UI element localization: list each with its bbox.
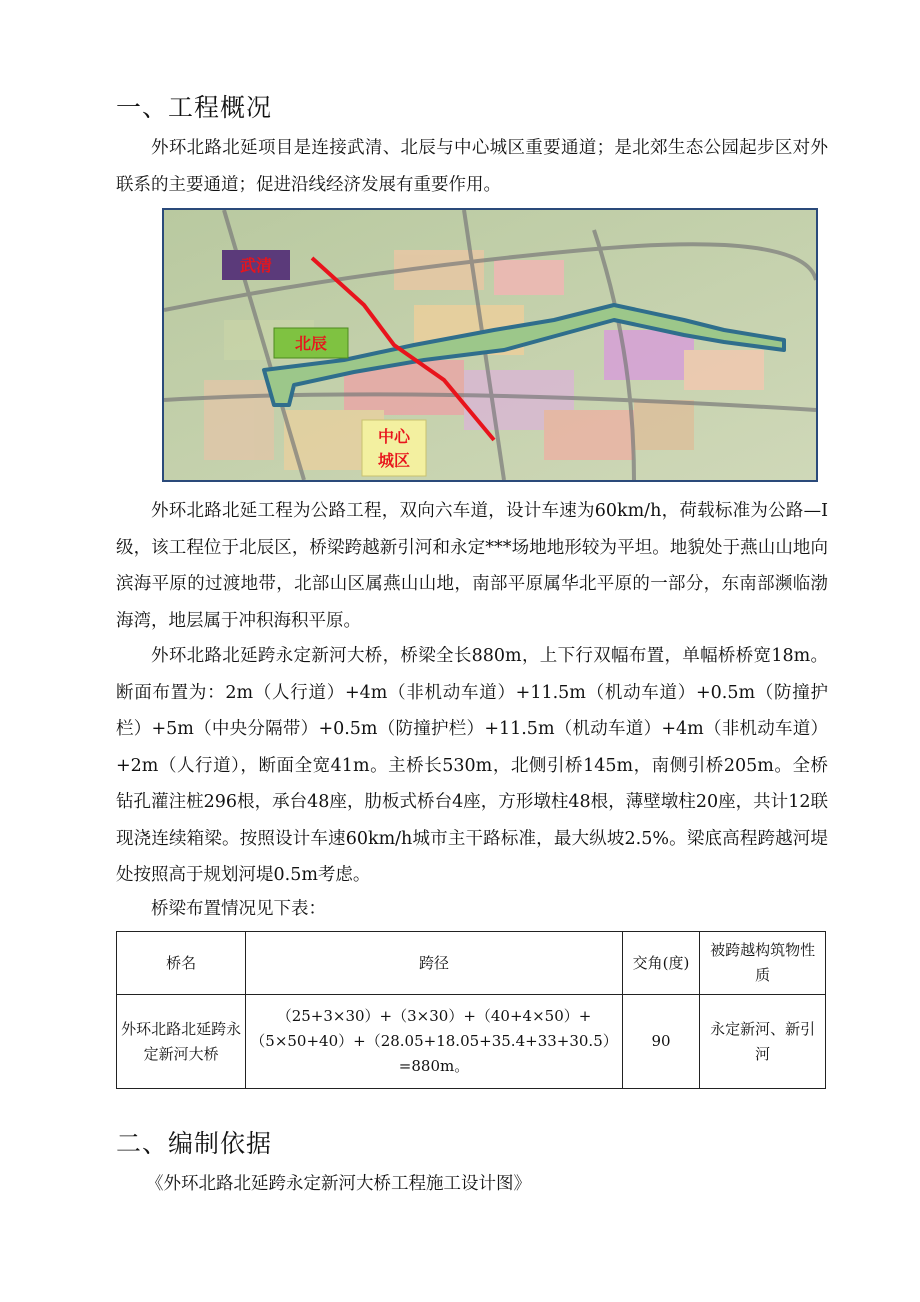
svg-text:中心: 中心 [377,427,411,446]
header-crossing: 被跨越构筑物性质 [700,932,826,995]
section-1-title: 一、工程概况 [116,93,273,122]
table-intro: 桥梁布置情况见下表： [151,899,326,919]
svg-text:北辰: 北辰 [294,334,328,353]
section-2-title: 二、编制依据 [116,1129,273,1158]
cell-crossing: 永定新河、新引河 [700,995,826,1089]
bridge-table [116,931,826,1089]
header-span: 跨径 [246,932,622,995]
svg-text:城区: 城区 [377,451,411,470]
table-row [117,995,826,1089]
cell-bridge-name: 外环北路北延跨永定新河大桥 [117,995,246,1089]
basis-paragraph: 《外环北路北延跨永定新河大桥工程施工设计图》 [146,1174,531,1194]
span-line-2: （5×50+40）+（28.05+18.05+35.4+33+30.5） [250,1032,618,1050]
bridge-paragraph: 外环北路北延跨永定新河大桥，桥梁全长880m，上下行双幅布置，单幅桥桥宽18m。断面布置为：2m（人行道）+4m（非机动车道）+11.5m（机动车道）+0.5m（防撞护栏）+5m（中央分隔带）+0.5m（防撞护栏）+11.5m（机动车道）+4m（非机动车道）+2m（人行道），断面全宽41m。主桥长530m，北侧引桥145m，南侧引桥205m。全桥钻孔灌注桩296根，承台48座，肋板式桥台4座，方形墩柱48根，薄壁墩柱20座，共计12联现浇连续箱梁。按照设计车速60km/h城市主干路标准，最大纵坡2.5%。梁底高程跨越河堤处按照高于规划河堤0.5m考虑。 [116,646,828,885]
span-line-3: =880m。 [398,1057,470,1075]
cell-angle: 90 [622,995,700,1089]
location-map-graphic [164,210,816,480]
header-angle: 交角(度) [622,932,700,995]
label-wuqing [222,250,290,280]
label-zhongxin [362,420,426,476]
overview-paragraph: 外环北路北延工程为公路工程，双向六车道，设计车速为60km/h，荷载标准为公路—I级，该工程位于北辰区，桥梁跨越新引河和永定***场地地形较为平坦。地貌处于燕山山地向滨海平原的过渡地带，北部山区属燕山山地，南部平原属华北平原的一部分，东南部濒临渤海湾，地层属于冲积海积平原。 [116,501,828,631]
svg-text:武清: 武清 [239,256,273,275]
location-map [162,208,818,482]
table-header-row [117,932,826,995]
span-line-1: （25+3×30）+（3×30）+（40+4×50）+ [276,1007,592,1025]
cell-span [246,995,622,1089]
header-bridge-name: 桥名 [117,932,246,995]
label-beichen [274,328,348,358]
intro-paragraph: 外环北路北延项目是连接武清、北辰与中心城区重要通道；是北郊生态公园起步区对外联系的主要通道；促进沿线经济发展有重要作用。 [116,138,828,195]
